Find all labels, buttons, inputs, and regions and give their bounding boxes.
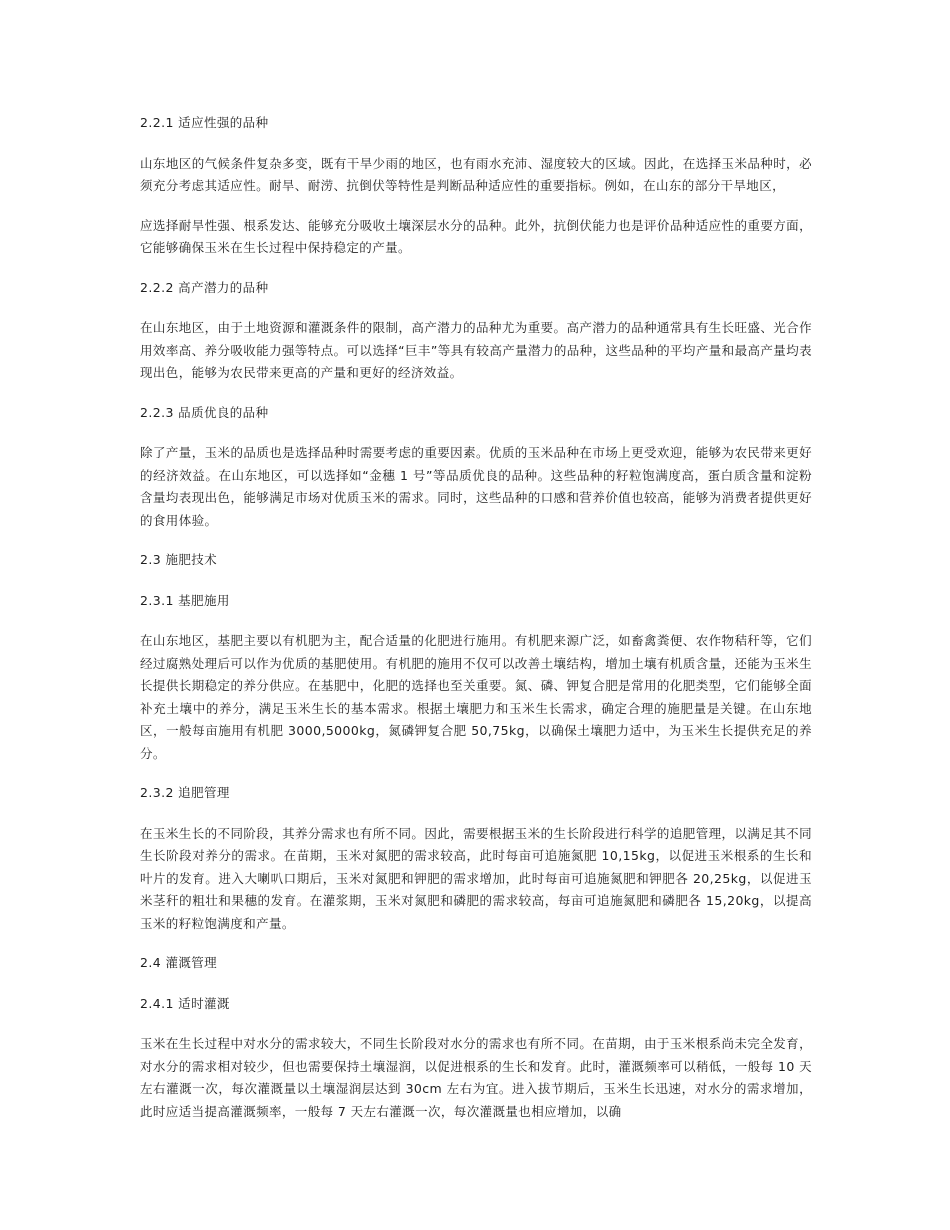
paragraph: 玉米在生长过程中对水分的需求较大，不同生长阶段对水分的需求也有所不同。在苗期，由于玉米根系尚未完全发育，对水分的需求相对较少，但也需要保持土壤湿润，以促进根系的生长和发育。此时，灌溉频率可以稍低，一般每 10 天左右灌溉一次，每次灌溉量以土壤湿润层达到 30cm 左右为宜。进入拔节期后，玉米生长迅速，对水分的需求增加，此时应适当提高灌溉频率，一般每 7 天左右灌溉一次，每次灌溉量也相应增加，以确	[140, 1036, 812, 1119]
paragraph: 在玉米生长的不同阶段，其养分需求也有所不同。因此，需要根据玉米的生长阶段进行科学的追肥管理，以满足其不同生长阶段对养分的需求。在苗期，玉米对氮肥的需求较高，此时每亩可追施氮肥 10,15kg，以促进玉米根系的生长和叶片的发育。进入大喇叭口期后，玉米对氮肥和钾肥的需求增加，此时每亩可追施氮肥和钾肥各 20,25kg，以促进玉米茎秆的粗壮和果穗的发育。在灌浆期，玉米对氮肥和磷肥的需求较高，每亩可追施氮肥和磷肥各 15,20kg，以提高玉米的籽粒饱满度和产量。	[140, 825, 812, 931]
paragraph: 除了产量，玉米的品质也是选择品种时需要考虑的重要因素。优质的玉米品种在市场上更受欢迎，能够为农民带来更好的经济效益。在山东地区，可以选择如“金穗 1 号”等品质优良的品种。这些品种的籽粒饱满度高，蛋白质含量和淀粉含量均表现出色，能够满足市场对优质玉米的需求。同时，这些品种的口感和营养价值也较高，能够为消费者提供更好的食用体验。	[140, 445, 812, 528]
section-heading: 2.3.1 基肥施用	[140, 592, 230, 608]
section-heading: 2.3.2 追肥管理	[140, 785, 230, 800]
section-heading: 2.4.1 适时灌溉	[140, 995, 230, 1011]
document-body	[140, 112, 812, 1140]
paragraph: 应选择耐旱性强、根系发达、能够充分吸收土壤深层水分的品种。此外，抗倒伏能力也是评价品种适应性的重要方面，它能够确保玉米在生长过程中保持稳定的产量。	[140, 217, 812, 255]
paragraph: 山东地区的气候条件复杂多变，既有干旱少雨的地区，也有雨水充沛、湿度较大的区域。因此，在选择玉米品种时，必须充分考虑其适应性。耐旱、耐涝、抗倒伏等特性是判断品种适应性的重要指标。例如，在山东的部分干旱地区，	[140, 155, 812, 193]
section-heading: 2.3 施肥技术	[140, 552, 218, 567]
section-heading: 2.2.3 品质优良的品种	[140, 404, 269, 420]
paragraph: 在山东地区，基肥主要以有机肥为主，配合适量的化肥进行施用。有机肥来源广泛，如畜禽粪便、农作物秸秆等，它们经过腐熟处理后可以作为优质的基肥使用。有机肥的施用不仅可以改善土壤结构，增加土壤有机质含量，还能为玉米生长提供长期稳定的养分供应。在基肥中，化肥的选择也至关重要。氮、磷、钾复合肥是常用的化肥类型，它们能够全面补充土壤中的养分，满足玉米生长的基本需求。根据土壤肥力和玉米生长需求，确定合理的施肥量是关键。在山东地区，一般每亩施用有机肥 3000,5000kg，氮磷钾复合肥 50,75kg，以确保土壤肥力适中，为玉米生长提供充足的养分。	[140, 633, 812, 761]
section-heading: 2.2.1 适应性强的品种	[140, 115, 269, 130]
section-heading: 2.2.2 高产潜力的品种	[140, 279, 269, 295]
paragraph: 在山东地区，由于土地资源和灌溉条件的限制，高产潜力的品种尤为重要。高产潜力的品种通常具有生长旺盛、光合作用效率高、养分吸收能力强等特点。可以选择“巨丰”等具有较高产量潜力的品种，这些品种的平均产量和最高产量均表现出色，能够为农民带来更高的产量和更好的经济效益。	[140, 320, 812, 380]
section-heading: 2.4 灌溉管理	[140, 955, 218, 970]
